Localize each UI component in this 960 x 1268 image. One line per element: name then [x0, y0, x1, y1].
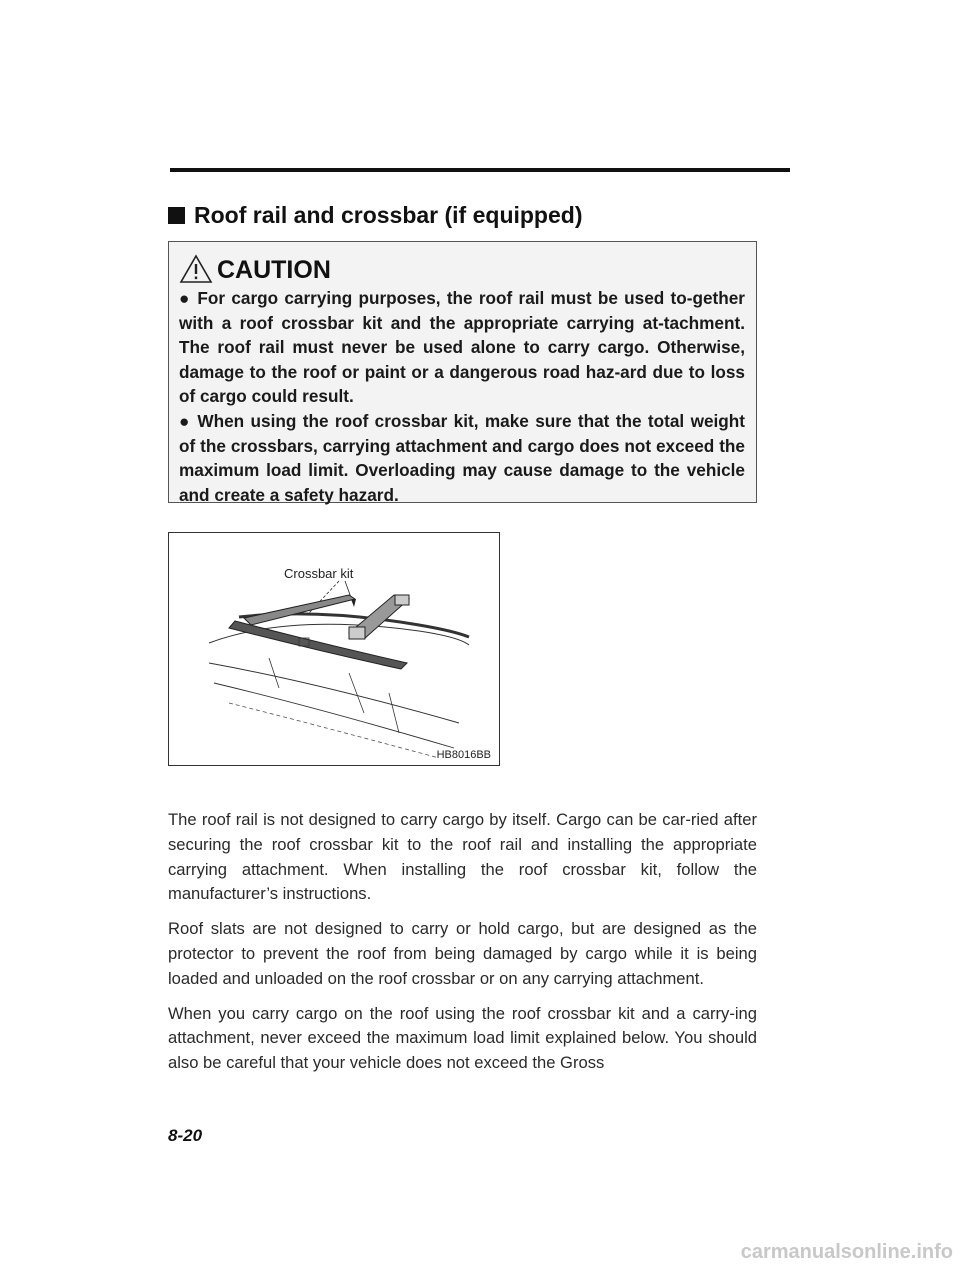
paragraph: Roof slats are not designed to carry or hold cargo, but are designed as the protector to prevent the roof from being damaged by cargo while it is being loaded and unloaded on the roof crossbar or on any carrying attachment. [168, 919, 757, 988]
figure-code: HB8016BB [436, 749, 491, 761]
section-heading [168, 202, 582, 229]
black-square-icon [168, 207, 185, 224]
caution-list [179, 286, 745, 507]
figure-callout-label: Crossbar kit [284, 566, 354, 581]
caution-item [179, 409, 745, 507]
page-number: 8-20 [168, 1126, 203, 1145]
caution-box [168, 241, 757, 503]
caution-item [179, 286, 745, 409]
top-rule [170, 168, 790, 172]
bullet-icon: ● [179, 410, 190, 431]
paragraph: The roof rail is not designed to carry cargo by itself. Cargo can be car-ried after securing the roof crossbar kit to the roof rail and installing the appropriate carrying attachment. When installing the roof crossbar kit, follow the manufacturer’s instructions. [168, 810, 757, 904]
caution-title: CAUTION [217, 256, 331, 284]
caution-header [179, 254, 331, 284]
section-heading-text: Roof rail and crossbar (if equipped) [194, 202, 583, 228]
body-text [168, 808, 757, 1086]
bullet-icon: ● [179, 288, 190, 308]
warning-triangle-icon [179, 254, 213, 284]
watermark: carmanualsonline.info [740, 1241, 953, 1263]
caution-item-text: For cargo carrying purposes, the roof rail must be used to-gether with a roof crossbar kit and the appropriate carrying at-tachment. The roof rail must never be used alone to carry cargo. Otherwise, damage to the roof or paint or a dangerous road haz-ard due to loss of cargo could result. [179, 288, 745, 407]
crossbar-figure [168, 532, 500, 766]
caution-item-text: When using the roof crossbar kit, make sure that the total weight of the crossbars, carrying attachment and cargo does not exceed the maximum load limit. Overloading may cause damage to the vehicle and create a safety hazard. [179, 410, 745, 505]
paragraph: When you carry cargo on the roof using the roof crossbar kit and a carry-ing attachment, never exceed the maximum load limit explained below. You should also be careful that your vehicle does not exceed the Gross [168, 1003, 757, 1073]
